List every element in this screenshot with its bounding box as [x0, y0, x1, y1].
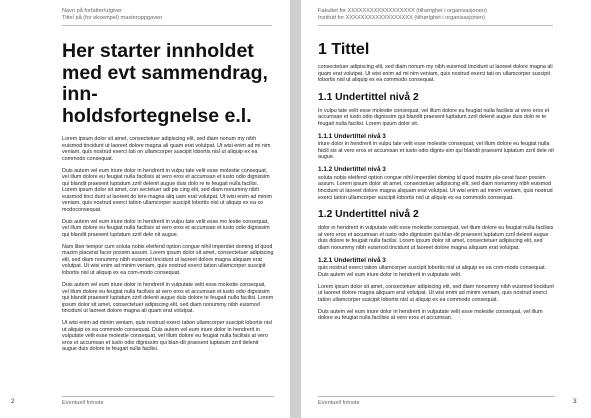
left-page-heading: [62, 41, 274, 127]
section-heading: 1.2 Undertittel nivå 2: [318, 209, 419, 221]
subsection-heading: 1.2.1 Undertittel nivå 3: [318, 256, 386, 264]
body-paragraph: consectetuer adipiscing elit, sed diam nonum my nibh euismod tincidunt ut laoreet dolore magna ali quam erat volutpat. Ut wisi enim ad mi nim veniam, quis nostrud exerci tati on ullamcorper suscipit lobortis nisl ut aliquip ex ea commodo consequat.: [318, 64, 553, 84]
body-paragraph: dolor in hendrerit in vulputate velit esse molestie consequat, vel illum dolore eu feugiat nulla facilisis at vero eros et accumsan et iusto odio dignissim qui blan-dit praesent luptatum zzril delenit augue duis dolore te feugait nulla facilisi. Lorem ipsum dolor sit amet, consectetuer adipiscing elit, sed diam nonummy nibh euismod tincidunt ut laoreet dolore magna aliquam erat volutpat.: [318, 225, 554, 251]
right-page: [301, 0, 591, 418]
body-paragraph: Duis autem vel eum iriure dolor in hendrerit in vulputate velit esse molestie consequat, vel illum dolore eu feugiat nulla facilisis at vero eros et accumsan et iusto odio dignissim qui blandit praesent luptatum zzril delenit augue duis dolore te feugait nulla facilisi. Lorem ipsum dolor sit amet, consectetuer adipiscing elit, sed diam nonummy nibh euismod tincidunt ut laoreet dolore magna ali quam erat volutpat.: [62, 281, 274, 315]
left-page-content: [62, 41, 274, 358]
body-paragraph: Ut wisi enim ad minim veniam, quis nostrud exerci tation ullamcorper suscipit lobortis nisl ut aliquip ex ea commodo consequat. Duis autem vel eum iriure dolor in hendrerit in vulputate velit esse molestie consequat, vel illum dolore eu feugiat nulla facilisis at vero eros et accumsan et iusto odio dignissim qui blan-dit praesent luptatum zzril delenit augue duis dolore te feugait nulla facilisi.: [62, 320, 272, 353]
right-page-header: [318, 8, 553, 26]
page-number-right: 3: [573, 398, 577, 405]
page-gutter: [290, 0, 301, 418]
left-page: [0, 0, 290, 418]
subsection-heading: 1.1.2 Undertittel nivå 3: [318, 166, 386, 174]
body-paragraph: Nam liber tempor cum soluta nobis eleifend option congue nihil imperdiet doming id quod mazim placerat facer possim assum. Lorem ipsum dolor sit amet, consectetuer adipiscing elit, sed diam nonummy nibh euismod tincidunt ut laoreet dolore magna aliquam erat volutpat. Ut wisi enim ad minim veniam, quis nostrud exerci tation ullamcorper suscipit lobortis nisl ut aliquip ex ea com-modo consequat.: [62, 243, 274, 277]
heading-line: med evt sammendrag, inn-: [62, 61, 268, 105]
chapter-title: 1 Tittel: [318, 41, 370, 58]
left-page-footnote: Eventuell fotnote: [62, 396, 274, 406]
header-title-line: Tittel på (for eksempel) masteroppgaven: [62, 15, 163, 22]
subsection-heading: 1.1.1 Undertittel nivå 3: [318, 132, 386, 140]
body-paragraph: In vulpu tate velit esse molestie consequat, vel illum dolore eu feugiat nulla facilisis at vero eros et accumsan et iusto odio dignissim qui blandit praesent luptatum zzril delenit augue duis dolo re te feugait nulla facilisi. Lorem ipsum dolor sit.: [318, 107, 550, 127]
body-paragraph: iriure dolor in hendrerit in vulpu tate velit esse molestie consequat, vel illum dolore eu feugiat nulla facili sis at vero eros et accumsan et iusto odio dignis-sim qui blandit praesent luptatum zzril dele nit augue.: [318, 141, 554, 161]
section-heading: 1.1 Undertittel nivå 2: [318, 91, 419, 103]
header-institute-line: Institutt for XXXXXXXXXXXXXXXXXX (tilhørighet i organisasjonen): [318, 15, 485, 22]
body-paragraph: Duis autem vel eum iriure dolor in hendrerit in vulputate velit esse molestie consequat, vel illum dolore eu feugiat nulla facilisis at vero eros et accumsan.: [318, 308, 543, 322]
body-paragraph: Lorem ipsum dolor sit amet, consectetuer adipiscing elit, sed diam nonum my nibh euismod tincidunt ut laoreet dolore magna ali quam erat volutpat. Ut wisi enim ad mi nim veniam, quis nostrud exerci tati on ullamcorper suscipit lobortis nisl ut aliquip ex ea commodo consequat.: [62, 136, 271, 162]
right-page-footnote: Eventuell fotnote: [318, 396, 555, 406]
heading-line: Her starter innholdet: [62, 40, 254, 62]
header-faculty-line: Fakultet for XXXXXXXXXXXXXXXXXX (tilhørighet i organisasjonen): [318, 8, 487, 14]
heading-line: holdsfortegnelse e.l.: [62, 104, 252, 127]
body-paragraph: soluta nobis eleifend option congue nihil imperdiet doming id quod mazim pla-cerat facer possim assum. Lorem ipsum dolor sit amet, consectetuer adipiscing elit, sed diam nonummy nibh euismod tincidunt ut laoreet dolore magna aliquam erat volutpat. Ut wisi enim ad minim veniam, quis nostrud exerci tation ullamcorper suscipit lobortis nisl ut aliquip ex ea commodo consequat.: [318, 174, 553, 201]
body-paragraph: Lorem ipsum dolor sit amet, consectetuer adipiscing elit, sed diam nonummy nibh euismod tincidunt ut laoreet dolore magna aliquam erat volutpat. Ut wisi enim ad minim veniam, quis nostrud exerci tation ullamcorper suscipit lobortis nisl ut aliquip ex ea commodo consequat.: [318, 283, 554, 303]
body-paragraph: Duis autem vel eum iriure dolor in hendrerit in vulpu tate velit esse mo lestie consequat, vel illum dolore eu feugiat nulla facilisis at vero eros et accumsan et iusto odio dignissim qui blandit praesent luptatum zzril dele nit augue.: [62, 218, 270, 238]
left-page-header: [62, 8, 272, 26]
page-number-left: 2: [11, 398, 15, 405]
header-author-line: Navn på forfatter/utgiver: [62, 8, 123, 14]
body-paragraph: quis nostrud exerci tation ullamcorper suscipit lobortis nisl ut aliquip ex ea com-modo consequat. Duis autem vel eum iriure dolor in hendrerit in vulputate velit.: [318, 265, 547, 278]
right-page-content: [318, 41, 555, 327]
body-paragraph: Duis autem vel eum iriure dolor in hendrerit in vulpu tate velit esse molestie consequat, vel illum dolore eu feugiat nulla facilisis at vero eros et accumsan et iusto odio dignissim qui blandit praesent luptatum zzril delenit augue duis dolo re te feugait nulla facilisi. Lorem ipsum dolor sit amet, con sectetuer adi pis cing elit, sed diam nonummy nibh euismod tinci dunt ut laoreet do lore magna aliq uam erat volutpat. Ut wisi enim ad minim veniam, quis nostrud exerci tation ullamcorper suscipit lobortis nisl ut aliquip ex ea co modoconsequat.: [62, 167, 272, 213]
